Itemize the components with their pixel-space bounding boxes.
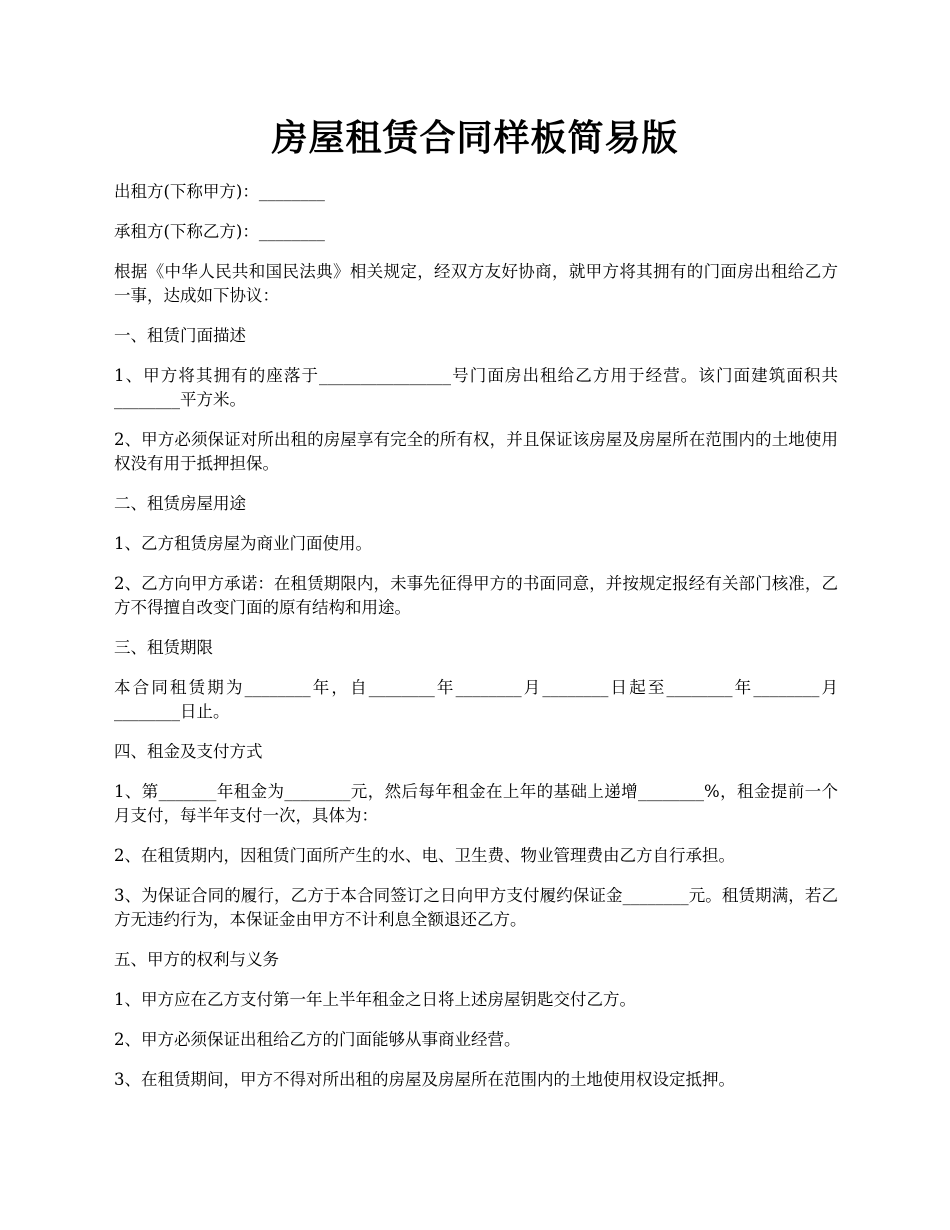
clause-2-1: 1、乙方租赁房屋为商业门面使用。 [114, 534, 372, 553]
clause-5-2: 2、甲方必须保证出租给乙方的门面能够从事商业经营。 [114, 1030, 521, 1049]
clause-1-2: 2、甲方必须保证对所出租的房屋享有完全的所有权，并且保证该房屋及房屋所在范围内的土地使用权没有用于抵押担保。 [114, 430, 838, 473]
document-body [114, 180, 838, 1108]
clause-2-2: 2、乙方向甲方承诺：在租赁期限内，未事先征得甲方的书面同意，并按规定报经有关部门核准，乙方不得擅自改变门面的原有结构和用途。 [114, 574, 838, 617]
clause-4-3: 3、为保证合同的履行，乙方于本合同签订之日向甲方支付履约保证金________元。租赁期满，若乙方无违约行为，本保证金由甲方不计利息全额退还乙方。 [114, 886, 838, 929]
section-heading-1: 一、租赁门面描述 [114, 326, 246, 345]
clause-5-3: 3、在租赁期间，甲方不得对所出租的房屋及房屋所在范围内的土地使用权设定抵押。 [114, 1070, 735, 1089]
clause-4-2: 2、在租赁期内，因租赁门面所产生的水、电、卫生费、物业管理费由乙方自行承担。 [114, 846, 735, 865]
section-heading-3: 三、租赁期限 [114, 638, 213, 657]
lessor-line: 出租方(下称甲方)：________ [114, 182, 325, 201]
section-heading-4: 四、租金及支付方式 [114, 742, 263, 761]
preamble: 根据《中华人民共和国民法典》相关规定，经双方友好协商，就甲方将其拥有的门面房出租给乙方一事，达成如下协议： [114, 262, 838, 305]
clause-4-1: 1、第_______年租金为________元，然后每年租金在上年的基础上递增________%，租金提前一个月支付，每半年支付一次，具体为： [114, 782, 838, 825]
lease-term-clause: 本合同租赁期为________年，自________年________月________日起至________年________月________日止。 [114, 678, 838, 721]
clause-5-1: 1、甲方应在乙方支付第一年上半年租金之日将上述房屋钥匙交付乙方。 [114, 990, 636, 1009]
lessee-line: 承租方(下称乙方)：________ [114, 222, 325, 241]
section-heading-2: 二、租赁房屋用途 [114, 494, 246, 513]
clause-1-1: 1、甲方将其拥有的座落于________________号门面房出租给乙方用于经营。该门面建筑面积共________平方米。 [114, 366, 838, 409]
section-heading-5: 五、甲方的权利与义务 [114, 950, 279, 969]
document-title: 房屋租赁合同样板简易版 [271, 117, 679, 159]
